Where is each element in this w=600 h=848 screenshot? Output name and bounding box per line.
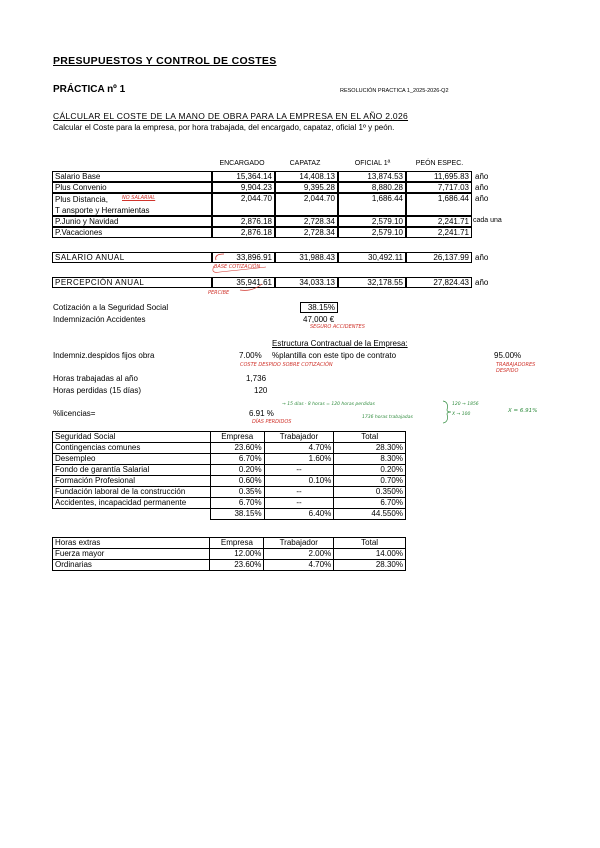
table-row xyxy=(53,443,406,454)
handwritten-dias-perdidos: DÍAS PERDIDOS xyxy=(252,419,292,425)
value-cell: 14,408.13 xyxy=(275,171,338,182)
he-header-row xyxy=(53,538,406,549)
row-label: P.Junio y Navidad xyxy=(52,216,212,227)
handwritten-percibe: PERCIBE xyxy=(208,290,230,296)
he-header: Horas extras xyxy=(53,538,210,549)
ss-total: 28.30% xyxy=(334,443,406,454)
ss-total-trabajador: 6.40% xyxy=(264,509,334,520)
value-cell: 15,364.14 xyxy=(212,171,275,182)
he-concept: Ordinarias xyxy=(53,560,210,571)
ss-header: Empresa xyxy=(210,432,264,443)
he-empresa: 12.00% xyxy=(210,549,264,560)
header-capataz: CAPATAZ xyxy=(289,160,321,167)
header-peon: PEÓN ESPEC. xyxy=(415,160,464,167)
ss-empresa: 0.20% xyxy=(210,465,264,476)
unit-label: año xyxy=(475,172,489,181)
reference-code: RESOLUCIÓN PRACTICA 1_2025-2026-Q2 xyxy=(340,88,449,94)
he-trabajador: 4.70% xyxy=(264,560,334,571)
indemnizacion-value: 47,000 € xyxy=(303,315,335,324)
value-cell: 9,395.28 xyxy=(275,182,338,193)
ss-concept: Desempleo xyxy=(53,454,211,465)
unit-label: año xyxy=(475,194,489,203)
document-title: PRESUPUESTOS Y CONTROL DE COSTES xyxy=(53,55,277,67)
row-label: Plus Distancia, xyxy=(55,195,108,204)
value-cell: 2,579.10 xyxy=(338,216,406,227)
he-header: Empresa xyxy=(210,538,264,549)
licencias-value: 6.91 % xyxy=(249,409,274,418)
value-cell: 1,686.44 xyxy=(338,193,406,216)
ss-trabajador: 1.60% xyxy=(264,454,334,465)
handwritten-green-line2: 1736 horas trabajadas xyxy=(362,415,413,420)
value-cell: 31,988.43 xyxy=(275,252,338,263)
value-cell: 8,880.28 xyxy=(338,182,406,193)
value-cell: 1,686.44 xyxy=(406,193,472,216)
ss-empresa: 6.70% xyxy=(210,498,264,509)
ss-total: 8.30% xyxy=(334,454,406,465)
value-cell: 2,044.70 xyxy=(275,193,338,216)
horas-trabajadas-value: 1,736 xyxy=(246,374,267,383)
ss-total: 0.20% xyxy=(334,465,406,476)
table-row xyxy=(53,476,406,487)
despidos-value: 7.00% xyxy=(239,351,262,360)
horas-trabajadas-label: Horas trabajadas al año xyxy=(53,374,138,383)
table-row xyxy=(53,498,406,509)
value-cell: 7,717.03 xyxy=(406,182,472,193)
handwritten-trabajadores-despido: TRABAJADORES DESPIDO xyxy=(496,362,536,374)
header-oficial: OFICIAL 1ª xyxy=(354,160,391,167)
calc-title: CÁLCULAR EL COSTE DE LA MANO DE OBRA PARA LA EMPRESA EN EL AÑO 2.026 xyxy=(53,111,409,121)
value-cell: 33,896.91 xyxy=(212,252,275,263)
ss-empresa: 23.60% xyxy=(210,443,264,454)
handwritten-green-brace xyxy=(441,400,453,424)
ss-header: Seguridad Social xyxy=(53,432,211,443)
he-empresa: 23.60% xyxy=(210,560,264,571)
ss-totals-blank xyxy=(53,509,211,520)
ss-trabajador: -- xyxy=(264,487,334,498)
ss-total-total: 44.550% xyxy=(334,509,406,520)
percepcion-anual-label: PERCEPCIÓN ANUAL xyxy=(52,277,212,288)
handwritten-green-right1: 120 → 1856 xyxy=(452,402,479,407)
ss-concept: Fundación laboral de la construcción xyxy=(53,487,211,498)
ss-concept: Fondo de garantía Salarial xyxy=(53,465,211,476)
handwritten-base-cotizacion: BASE COTIZACIÓN xyxy=(214,264,261,270)
value-cell: 2,241.71 xyxy=(406,216,472,227)
value-cell: 2,876.18 xyxy=(212,216,275,227)
table-row xyxy=(53,549,406,560)
ss-table xyxy=(52,431,406,520)
value-cell: 34,033.13 xyxy=(275,277,338,288)
ss-empresa: 0.60% xyxy=(210,476,264,487)
despidos-label: Indemniz.despidos fijos obra xyxy=(53,351,155,360)
table-row xyxy=(53,465,406,476)
ss-header: Total xyxy=(334,432,406,443)
ss-trabajador: 0.10% xyxy=(264,476,334,487)
handwritten-green-result: X = 6.91% xyxy=(508,408,538,414)
ss-trabajador: -- xyxy=(264,498,334,509)
row-label: P.Vacaciones xyxy=(52,227,212,238)
he-header: Trabajador xyxy=(264,538,334,549)
row-label: Plus Convenio xyxy=(52,182,212,193)
ss-trabajador: -- xyxy=(264,465,334,476)
header-encargado: ENCARGADO xyxy=(219,160,265,167)
practica-heading: PRÁCTICA nº 1 xyxy=(53,84,126,95)
value-cell: 2,728.34 xyxy=(275,227,338,238)
ss-header: Trabajador xyxy=(264,432,334,443)
unit-label: año xyxy=(475,253,489,262)
ss-concept: Formación Profesional xyxy=(53,476,211,487)
horas-extras-table xyxy=(52,537,406,571)
table-row xyxy=(53,454,406,465)
value-cell: 26,137.99 xyxy=(406,252,472,263)
ss-trabajador: 4.70% xyxy=(264,443,334,454)
he-header: Total xyxy=(334,538,406,549)
ss-concept: Accidentes, incapacidad permanente xyxy=(53,498,211,509)
value-cell: 30,492.11 xyxy=(338,252,406,263)
he-trabajador: 2.00% xyxy=(264,549,334,560)
he-total: 28.30% xyxy=(334,560,406,571)
value-cell: 32,178.55 xyxy=(338,277,406,288)
ss-total: 6.70% xyxy=(334,498,406,509)
calc-description: Calcular el Coste para la empresa, por hora trabajada, del encargado, capataz, oficial 1º y peón. xyxy=(53,123,395,132)
unit-label: año xyxy=(475,183,489,192)
value-cell: 27,824.43 xyxy=(406,277,472,288)
value-cell: 11,695.83 xyxy=(406,171,472,182)
horas-perdidas-value: 120 xyxy=(254,386,268,395)
value-cell: 13,874.53 xyxy=(338,171,406,182)
table-row xyxy=(53,487,406,498)
ss-total: 0.70% xyxy=(334,476,406,487)
value-cell: 2,728.34 xyxy=(275,216,338,227)
licencias-label: %licencias= xyxy=(53,409,96,418)
value-cell: 35,941.61 xyxy=(212,277,275,288)
row-label-line2: T ansporte y Herramientas xyxy=(55,206,150,215)
handwritten-no-salarial: NO SALARIAL xyxy=(122,195,156,201)
salario-anual-label: SALARIO ANUAL xyxy=(52,252,212,263)
cotizacion-label: Cotización a la Seguridad Social xyxy=(53,303,169,312)
unit-label: cada una xyxy=(473,217,502,224)
ss-empresa: 6.70% xyxy=(210,454,264,465)
handwritten-coste-despido: COSTE DESPIDO SOBRE COTIZACIÓN xyxy=(240,362,333,368)
value-cell: 2,579.10 xyxy=(338,227,406,238)
he-total: 14.00% xyxy=(334,549,406,560)
plantilla-value: 95.00% xyxy=(494,351,522,360)
ss-concept: Contingencias comunes xyxy=(53,443,211,454)
value-cell: 9,904.23 xyxy=(212,182,275,193)
estructura-title: Estructura Contractual de la Empresa: xyxy=(272,339,408,348)
handwritten-green-right2: X → 100 xyxy=(452,412,471,417)
ss-total-empresa: 38.15% xyxy=(210,509,264,520)
value-cell: 2,241.71 xyxy=(406,227,472,238)
he-concept: Fuerza mayor xyxy=(53,549,210,560)
handwritten-green-line1: → 15 días · 8 horas = 120 horas perdidas xyxy=(282,402,375,407)
ss-empresa: 0.35% xyxy=(210,487,264,498)
handwritten-circle-marks xyxy=(210,252,270,300)
table-row xyxy=(53,560,406,571)
cotizacion-value: 38.15% xyxy=(300,302,338,313)
ss-totals-row xyxy=(53,509,406,520)
indemnizacion-label: Indemnización Accidentes xyxy=(53,315,146,324)
ss-header-row xyxy=(53,432,406,443)
unit-label: año xyxy=(475,278,489,287)
horas-perdidas-label: Horas perdidas (15 días) xyxy=(53,386,142,395)
ss-total: 0.350% xyxy=(334,487,406,498)
plantilla-label: %plantilla con este tipo de contrato xyxy=(272,351,397,360)
value-cell: 2,876.18 xyxy=(212,227,275,238)
handwritten-seguro-accidentes: SEGURO ACCIDENTES xyxy=(310,324,365,330)
row-label: Salario Base xyxy=(52,171,212,182)
value-cell: 2,044.70 xyxy=(212,193,275,216)
